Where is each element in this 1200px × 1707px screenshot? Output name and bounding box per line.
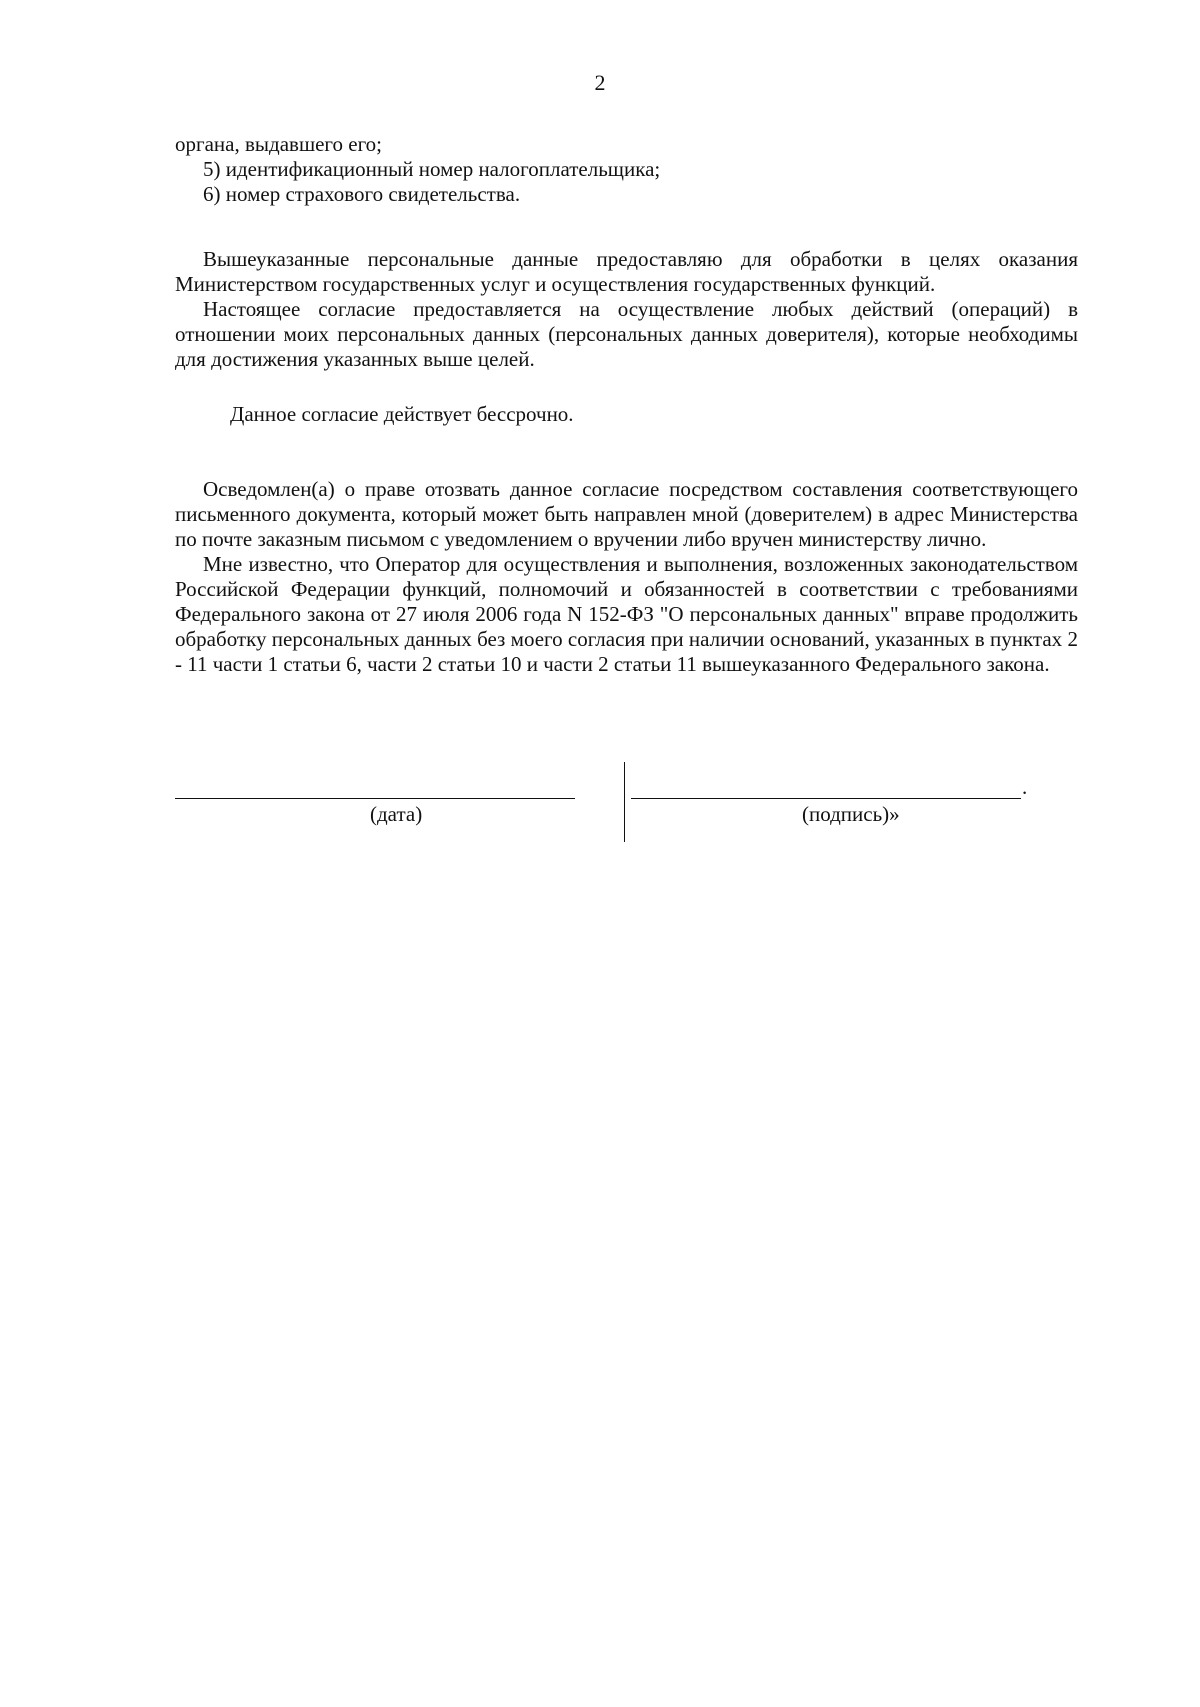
date-line[interactable]: [175, 798, 575, 799]
purpose-paragraph: Вышеуказанные персональные данные предоставляю для обработки в целях оказания Министерством государственных услуг и осуществления государственных функций.: [175, 247, 1078, 296]
list-section: [175, 132, 1078, 207]
signature-divider: [624, 762, 625, 842]
signature-block: [175, 762, 1078, 842]
signature-line[interactable]: [631, 798, 1021, 799]
term-paragraph: Данное согласие действует бессрочно.: [230, 402, 574, 426]
purpose-section: [175, 247, 1078, 372]
revocation-paragraph: Осведомлен(а) о праве отозвать данное согласие посредством составления соответствующего письменного документа, который может быть направлен мной (доверителем) в адрес Министерства по почте заказным письмом с уведомлением о вручении либо вручен министерству лично.: [175, 477, 1078, 551]
page-number: 2: [594, 70, 606, 95]
scope-paragraph: Настоящее согласие предоставляется на осуществление любых действий (операций) в отношении моих персональных данных (персональных данных доверителя), которые необходимы для достижения указанных выше целей.: [175, 297, 1078, 371]
list-item: 5) идентификационный номер налогоплательщика;: [203, 157, 661, 181]
revocation-section: [175, 477, 1078, 677]
operator-paragraph: Мне известно, что Оператор для осуществления и выполнения, возложенных законодательством Российской Федерации функций, полномочий и обязанностей в соответствии с требованиями Федерального закона от 27 июля 2006 года N 152-ФЗ "О персональных данных" вправе продолжить обработку персональных данных без моего согласия при наличии оснований, указанных в пунктах 2 - 11 части 1 статьи 6, части 2 статьи 10 и части 2 статьи 11 вышеуказанного Федерального закона.: [175, 552, 1078, 676]
date-caption: (дата): [370, 802, 423, 826]
term-section: [175, 402, 1078, 427]
list-continuation: органа, выдавшего его;: [175, 132, 383, 156]
signature-trailing-dot: .: [1022, 775, 1028, 799]
list-item: 6) номер страхового свидетельства.: [203, 182, 521, 206]
signature-caption: (подпись)»: [802, 802, 900, 826]
